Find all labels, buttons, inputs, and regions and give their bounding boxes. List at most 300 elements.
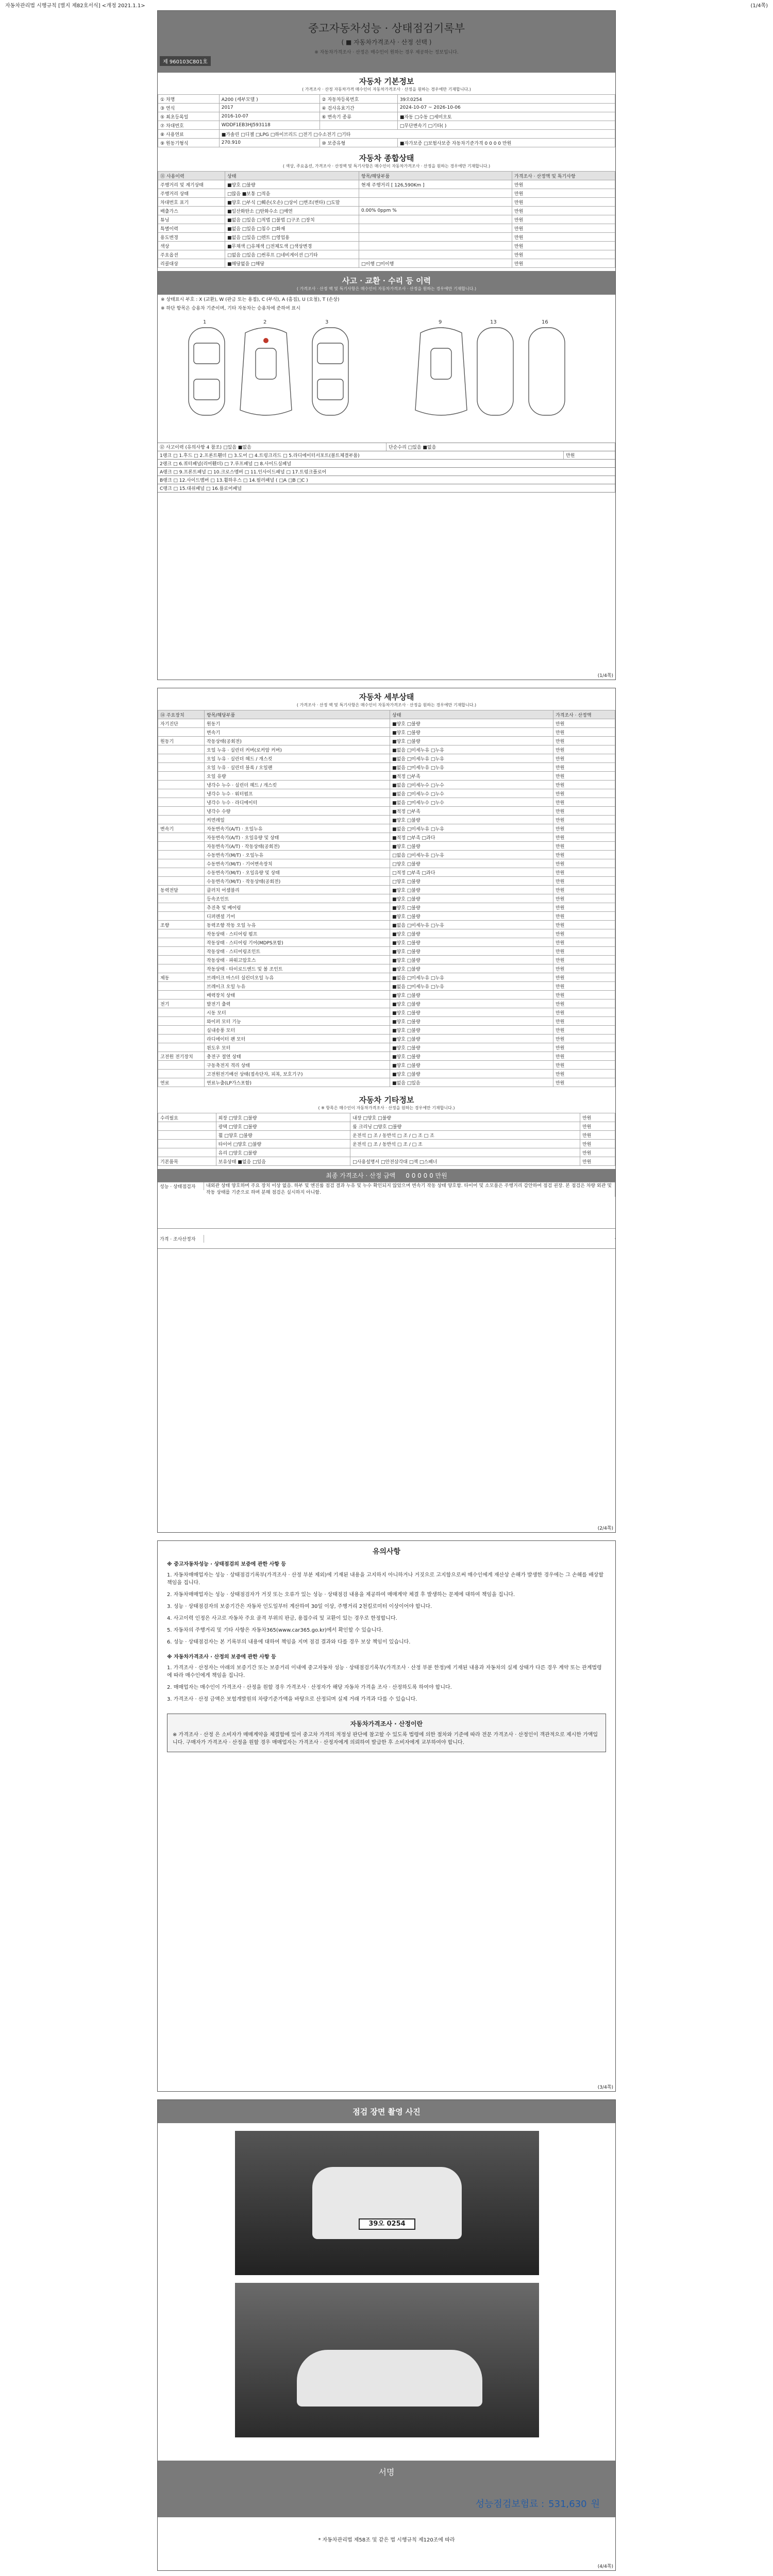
- insurance-unit: 원: [591, 2499, 600, 2510]
- table-cell: 만원: [512, 189, 615, 198]
- table-cell: [158, 781, 205, 789]
- table-cell: ■없음 □있음: [390, 1078, 553, 1087]
- table-cell: 오일 유량: [205, 772, 390, 781]
- table-cell: ■적정 □부족 □과다: [390, 833, 553, 842]
- table-row: [158, 894, 615, 903]
- svg-text:13: 13: [490, 319, 497, 325]
- top-left-text: 자동차관리법 시행규칙 [별지 제82호서식] <개정 2021.1.1>: [5, 3, 145, 9]
- table-cell: 만원: [553, 868, 615, 877]
- top-bar: [0, 0, 773, 8]
- table-cell: 만원: [553, 964, 615, 973]
- table-cell: 고전원 전기장치: [158, 1052, 205, 1061]
- table-cell: [158, 789, 205, 798]
- detail-title: 자동차 세부상태: [359, 692, 414, 702]
- rank1-text: 1랭크 □ 1.후드 □ 2.프론트휀더 □ 3.도어 □ 4.트렁크리드 □ 5.라디에이터서포트(볼트체결부품): [158, 451, 564, 459]
- table-row: [158, 719, 615, 728]
- accident-legend-2: ※ 하단 항목은 승용차 기준이며, 기타 자동차는 승용차에 준하여 표시: [161, 306, 300, 311]
- table-cell: [158, 877, 205, 886]
- table-cell: 만원: [580, 1148, 615, 1157]
- table-cell: 작동상태 · 스티어링조인트: [205, 947, 390, 956]
- table-cell: ■양호 □불량: [390, 894, 553, 903]
- table-cell: 만원: [553, 1043, 615, 1052]
- table-cell: 기본품목: [158, 1157, 216, 1166]
- table-cell: 냉각수 수량: [205, 807, 390, 816]
- summary-body: [158, 180, 615, 268]
- table-cell: [158, 763, 205, 772]
- header-block: [158, 11, 615, 73]
- table-cell: [158, 745, 205, 754]
- table-cell: 클러치 어셈블리: [205, 886, 390, 894]
- table-cell: [158, 1035, 205, 1043]
- detail-table: [158, 710, 615, 1087]
- table-cell: ⑦ 차대번호: [158, 121, 220, 130]
- table-cell: ④ 검사유효기간: [320, 104, 397, 112]
- table-row: [158, 903, 615, 912]
- table-cell: [359, 250, 512, 259]
- table-cell: 만원: [553, 938, 615, 947]
- svg-text:3: 3: [325, 319, 329, 325]
- table-row: [158, 964, 615, 973]
- table-cell: ■무채색 □유채색 □전체도색 □색상변경: [225, 242, 359, 250]
- guide-item: 4. 사고이력 인정은 사고로 자동차 주요 골격 부위의 판금, 용접수리 및 교환이 있는 경우로 한정합니다.: [167, 1616, 397, 1621]
- table-row: [158, 1026, 615, 1035]
- table-cell: □없음 □미세누유 □누유: [390, 851, 553, 859]
- table-cell: 추진축 및 베어링: [205, 903, 390, 912]
- table-cell: 충전구 절연 상태: [205, 1052, 390, 1061]
- table-cell: 냉각수 누수 · 실린더 헤드 / 개스킷: [205, 781, 390, 789]
- info-box: [167, 1714, 606, 1752]
- table-cell: 만원: [580, 1122, 615, 1131]
- table-cell: [158, 798, 205, 807]
- table-cell: [158, 1070, 205, 1078]
- table-row: [158, 816, 615, 824]
- opinion-text: 내외관 상태 양호하며 주요 장치 이상 없음. 하부 및 엔진룸 점검 결과 누유 및 누수 확인되지 않았으며 변속기 작동 상태 양호함. 타이어 및 소모품은 주행거리 감안하여 점검 권장. 본 점검은 차량 외관 및 작동 상태를 기준으로 하며 분해 점검은 실시하지 아니함.: [204, 1182, 615, 1197]
- table-cell: □사용설명서 □안전삼각대 □잭 □스패너: [350, 1157, 580, 1166]
- table-cell: [158, 1122, 216, 1131]
- simple-repair: 단순수리 □있음 ■없음: [386, 443, 615, 451]
- table-cell: 2024-10-07 ~ 2026-10-06: [397, 104, 615, 112]
- other-title: 자동차 기타정보: [359, 1095, 414, 1105]
- guide-list-2: [158, 1664, 615, 1703]
- opinion-row: [158, 1182, 615, 1228]
- table-cell: 만원: [553, 772, 615, 781]
- table-cell: [158, 982, 205, 991]
- table-row: [158, 781, 615, 789]
- table-cell: [359, 189, 512, 198]
- table-cell: 작동상태 · 스티어링 펌프: [205, 929, 390, 938]
- table-cell: [158, 903, 205, 912]
- other-note: ( ※ 항목은 매수인이 자동차가격조사 · 산정을 원하는 경우에만 기재합니다.): [318, 1106, 455, 1110]
- table-cell: 오일 누유 · 실린더 블록 / 오일팬: [205, 763, 390, 772]
- table-cell: 주요옵션: [158, 250, 225, 259]
- table-cell: ② 자동차등록번호: [320, 95, 397, 104]
- table-cell: 리콜대상: [158, 259, 225, 268]
- table-cell: 휠 □양호 □불량: [216, 1131, 350, 1140]
- summary-table: [158, 171, 615, 268]
- page-number: (4/4쪽): [597, 2564, 613, 2569]
- table-row: [158, 737, 615, 745]
- other-table: [158, 1113, 615, 1166]
- table-cell: ■양호 □불량: [390, 1008, 553, 1017]
- table-cell: [158, 938, 205, 947]
- table-cell: [158, 807, 205, 816]
- table-cell: 자동변속기(A/T) · 오일유량 및 상태: [205, 833, 390, 842]
- table-row: [158, 921, 615, 929]
- table-cell: [158, 947, 205, 956]
- table-cell: 와이퍼 모터 기능: [205, 1017, 390, 1026]
- table-cell: 전기: [158, 999, 205, 1008]
- table-cell: 만원: [553, 798, 615, 807]
- table-cell: ■없음 □미세누유 □누유: [390, 824, 553, 833]
- table-cell: ① 차명: [158, 95, 220, 104]
- table-cell: 발전기 출력: [205, 999, 390, 1008]
- table-cell: 브레이크 오일 누유: [205, 982, 390, 991]
- table-cell: ■양호 □불량: [390, 1070, 553, 1078]
- table-row: [158, 859, 615, 868]
- table-cell: [158, 956, 205, 964]
- table-row: [158, 1017, 615, 1026]
- guide-sub1: ※ 중고자동차성능 · 상태점검의 보증에 관한 사항 등: [167, 1562, 287, 1567]
- table-cell: □무단변속기 □기타( ): [397, 121, 615, 130]
- inspection-photo-side: [235, 2283, 539, 2437]
- table-cell: □많음 ■보통 □적음: [225, 189, 359, 198]
- table-cell: ■없음 □미세누유 □누유: [390, 982, 553, 991]
- table-cell: 만원: [553, 719, 615, 728]
- table-cell: [350, 1148, 580, 1157]
- table-cell: 원동기: [158, 737, 205, 745]
- table-cell: 변속기: [205, 728, 390, 737]
- table-cell: 만원: [512, 250, 615, 259]
- table-cell: 만원: [512, 224, 615, 233]
- table-cell: ⑧ 사용연료: [158, 130, 220, 139]
- table-cell: 작동상태 · 스티어링 기어(MDPS포함): [205, 938, 390, 947]
- table-cell: 자동변속기(A/T) · 작동상태(공회전): [205, 842, 390, 851]
- guide-item: 1. 자동차매매업자는 성능 · 상태점검기록부(가격조사 · 산정 부분 제외)에 기재된 내용을 고지하지 아니하거나 거짓으로 고지함으로써 매수인에게 재산상 손해가 발생한 경우에는 그 손해를 배상할 책임을 집니다.: [167, 1572, 604, 1586]
- document-number: 제 960103C801호: [160, 56, 211, 66]
- table-cell: 실내송풍 모터: [205, 1026, 390, 1035]
- table-cell: 튜닝: [158, 215, 225, 224]
- detail-note: ( 가격조사 · 산정 액 및 특기사항은 매수인이 자동차가격조사 · 산정을 원하는 경우에만 기재합니다.): [296, 703, 477, 707]
- page-1: [157, 10, 616, 680]
- table-row: [158, 772, 615, 781]
- table-header: 항목/해당부품: [205, 710, 390, 719]
- table-cell: 만원: [553, 1052, 615, 1061]
- guide-item: 3. 가격조사 · 산정 금액은 보험개발원의 차량기준가액을 바탕으로 산정되며 실제 거래 가격과 다를 수 있습니다.: [167, 1697, 417, 1702]
- table-cell: [158, 1148, 216, 1157]
- sign-footnote: * 자동차관리법 제58조 및 같은 법 시행규칙 제120조에 따라: [318, 2537, 455, 2543]
- table-cell: 만원: [553, 745, 615, 754]
- table-cell: 만원: [553, 1017, 615, 1026]
- table-cell: 보유상태 ■없음 □있음: [216, 1157, 350, 1166]
- page-number: (2/4쪽): [597, 1526, 613, 1531]
- table-cell: 연료: [158, 1078, 205, 1087]
- table-cell: 만원: [553, 921, 615, 929]
- table-cell: 작동상태(공회전): [205, 737, 390, 745]
- table-row: [158, 215, 615, 224]
- guide-sub2: ※ 자동차가격조사 · 산정의 보증에 관한 사항 등: [167, 1654, 276, 1660]
- table-header: ⑪ 사용이력: [158, 172, 225, 180]
- rank-price: 만원: [564, 451, 615, 459]
- insurance-label: 성능점검보험료 :: [475, 2499, 545, 2510]
- guide-item: 3. 성능 · 상태점검자의 보증기간은 자동차 인도일부터 계산하여 30일 이상, 주행거리 2천킬로미터 이상이어야 합니다.: [167, 1604, 432, 1609]
- table-cell: [158, 929, 205, 938]
- table-cell: [359, 224, 512, 233]
- table-cell: 오일 누유 · 실린더 커버(로커암 커버): [205, 745, 390, 754]
- guide-title: 유의사항: [372, 1548, 401, 1556]
- page-number: (3/4쪽): [597, 2085, 613, 2090]
- table-row: [158, 763, 615, 772]
- table-row: [158, 1043, 615, 1052]
- photos-header: [158, 2100, 615, 2123]
- license-plate: 39오 0254: [359, 2218, 415, 2230]
- table-cell: ■자가보증 □보험사보증 자동차기준가격 0 0 0 0 만원: [397, 139, 615, 147]
- table-cell: ■양호 □불량: [390, 728, 553, 737]
- table-cell: 오일 누유 · 실린더 헤드 / 개스킷: [205, 754, 390, 763]
- table-cell: ■없음 □미세누유 □누유: [390, 754, 553, 763]
- rankA-text: A랭크 □ 9.프론트패널 □ 10.크로스멤버 □ 11.인사이드패널 □ 17.트렁크플로어: [158, 468, 615, 476]
- final-price-label: 최종 가격조사 · 산정 금액: [326, 1172, 396, 1179]
- table-cell: 만원: [553, 737, 615, 745]
- table-cell: □양호 □불량: [390, 859, 553, 868]
- table-cell: ■가솔린 □디젤 □LPG □하이브리드 □전기 □수소전기 □기타: [219, 130, 615, 139]
- basic-info-title: 자동차 기본정보: [359, 77, 414, 86]
- table-cell: 동력전달: [158, 886, 205, 894]
- table-row: [158, 1113, 615, 1122]
- table-row: [158, 207, 615, 215]
- table-cell: 만원: [553, 982, 615, 991]
- table-cell: [158, 859, 205, 868]
- table-cell: [158, 1043, 205, 1052]
- table-cell: 만원: [553, 894, 615, 903]
- table-row: [158, 851, 615, 859]
- table-cell: 주행거리 및 계기상태: [158, 180, 225, 189]
- table-cell: 만원: [553, 728, 615, 737]
- table-cell: ■양호 □불량: [390, 991, 553, 999]
- table-cell: 만원: [553, 807, 615, 816]
- summary-title: 자동차 종합상태: [359, 154, 414, 163]
- table-cell: ⑩ 보증유형: [320, 139, 397, 147]
- table-row: [158, 1131, 615, 1140]
- table-cell: 조향: [158, 921, 205, 929]
- table-cell: 자동변속기(A/T) · 오일누유: [205, 824, 390, 833]
- table-cell: 만원: [553, 754, 615, 763]
- table-cell: □양호 □불량: [390, 877, 553, 886]
- rank-row: [158, 476, 615, 484]
- table-cell: ■양호 □불량: [390, 1017, 553, 1026]
- table-cell: 등속조인트: [205, 894, 390, 903]
- table-cell: [158, 868, 205, 877]
- table-row: [158, 1157, 615, 1166]
- table-row: [158, 1122, 615, 1131]
- guide-list-1: [158, 1571, 615, 1646]
- table-cell: ■양호 □불량: [390, 842, 553, 851]
- table-cell: ■없음 □미세누유 □누유: [390, 763, 553, 772]
- table-cell: ■양호 □불량: [390, 719, 553, 728]
- table-cell: 만원: [553, 877, 615, 886]
- table-cell: [158, 1131, 216, 1140]
- table-cell: 2017: [219, 104, 320, 112]
- table-cell: 원동기: [205, 719, 390, 728]
- appraiser-row: [158, 1228, 615, 1249]
- table-cell: ■양호 □불량: [390, 938, 553, 947]
- table-cell: [158, 991, 205, 999]
- table-row: [158, 886, 615, 894]
- table-cell: 만원: [553, 903, 615, 912]
- info-box-text: ※ 가격조사 · 산정 은 소비자가 매매계약을 체결함에 있어 중고차 가격의 적정성 판단에 참고할 수 있도록 법령에 의한 절차와 기준에 따라 전문 가격조사 · 산정인이 객관적으로 제시한 가액입니다. 구매자가 가격조사 · 산정을 원할 경우 매매업자는 가격조사 · 산정자에게 의뢰하여 발급한 후 소비자에게 교부하여야 합니다.: [173, 1732, 598, 1745]
- table-cell: 만원: [580, 1157, 615, 1166]
- table-row: [158, 1070, 615, 1078]
- table-cell: 시동 모터: [205, 1008, 390, 1017]
- table-header: 상태: [390, 710, 553, 719]
- table-cell: 현재 주행거리 [ 126,590Km ]: [359, 180, 512, 189]
- table-cell: ■양호 □불량: [390, 1026, 553, 1035]
- table-cell: 광택 □양호 □불량: [216, 1122, 350, 1131]
- page-4: [157, 2099, 616, 2571]
- table-cell: [158, 772, 205, 781]
- table-cell: ■적정 □부족: [390, 807, 553, 816]
- table-cell: 만원: [512, 259, 615, 268]
- table-cell: 내장 □양호 □불량: [350, 1113, 580, 1122]
- table-cell: ⑨ 원동기형식: [158, 139, 220, 147]
- table-row: [158, 999, 615, 1008]
- svg-text:1: 1: [203, 319, 207, 325]
- table-cell: 만원: [580, 1113, 615, 1122]
- table-cell: ■양호 □불량: [390, 1043, 553, 1052]
- table-cell: 동력조향 작동 오일 누유: [205, 921, 390, 929]
- table-cell: [158, 816, 205, 824]
- guide-item: 2. 매매업자는 매수인이 가격조사 · 산정을 원할 경우 가격조사 · 산정자가 해당 자동차 가격을 조사 · 산정하도록 하여야 합니다.: [167, 1685, 452, 1690]
- table-cell: [359, 198, 512, 207]
- table-cell: □이행 □미이행: [359, 259, 512, 268]
- rank-row: [158, 484, 615, 493]
- table-cell: [359, 242, 512, 250]
- table-cell: 고전원전기배선 상태(접속단자, 피복, 보호기구): [205, 1070, 390, 1078]
- table-cell: 용도변경: [158, 233, 225, 242]
- table-cell: 만원: [553, 956, 615, 964]
- table-cell: ■양호 □불량: [390, 886, 553, 894]
- table-cell: 만원: [553, 1026, 615, 1035]
- table-cell: 만원: [512, 207, 615, 215]
- table-cell: 커먼레일: [205, 816, 390, 824]
- basic-info-table: [158, 94, 615, 147]
- detail-body: [158, 719, 615, 1087]
- rank-row: [158, 467, 615, 476]
- table-cell: 만원: [553, 824, 615, 833]
- table-cell: [158, 851, 205, 859]
- table-row: [158, 180, 615, 189]
- table-cell: 윈도우 모터: [205, 1043, 390, 1052]
- table-row: [158, 233, 615, 242]
- table-row: [158, 1078, 615, 1087]
- table-header: 가격조사 · 산정액 및 특기사항: [512, 172, 615, 180]
- table-cell: 만원: [580, 1131, 615, 1140]
- accident-note: ( 가격조사 · 산정 액 및 특기사항은 매수인이 자동차가격조사 · 산정을 원하는 경우에만 기재합니다.): [296, 286, 477, 291]
- table-row: [158, 198, 615, 207]
- table-cell: 유리 □양호 □불량: [216, 1148, 350, 1157]
- table-cell: 만원: [553, 1061, 615, 1070]
- table-row: [158, 929, 615, 938]
- table-cell: ■양호 □불량: [225, 180, 359, 189]
- rank-row: [158, 459, 615, 467]
- table-cell: 수리필요: [158, 1113, 216, 1122]
- table-cell: WDDF1EB3HJ593118: [219, 121, 320, 130]
- table-row: [158, 833, 615, 842]
- table-cell: 0.00% 0ppm %: [359, 207, 512, 215]
- table-cell: 수동변속기(M/T) · 기어변속장치: [205, 859, 390, 868]
- top-right-text: (1/4쪽): [750, 3, 768, 9]
- table-row: [158, 973, 615, 982]
- table-cell: ■없음 □있음 □침수 □화재: [225, 224, 359, 233]
- table-cell: 만원: [553, 816, 615, 824]
- table-cell: [320, 121, 397, 130]
- table-cell: ■적정 □부족: [390, 772, 553, 781]
- table-header: 항목/해당부품: [359, 172, 512, 180]
- accident-legend: ※ 상태표시 부호 : X (교환), W (판금 또는 용접), C (부식), A (흠집), U (요철), T (손상): [161, 297, 340, 302]
- table-cell: 운전석 □ 조 / 동반석 □ 조 / □ 조 □ 조: [350, 1131, 580, 1140]
- table-cell: 만원: [512, 180, 615, 189]
- page-3: [157, 1540, 616, 2092]
- table-cell: 만원: [553, 781, 615, 789]
- table-cell: ■양호 □불량: [390, 999, 553, 1008]
- document-subtitle: ( ■ 자동차가격조사 · 산정 선택 ): [341, 39, 432, 46]
- table-cell: 만원: [553, 1008, 615, 1017]
- table-row: [158, 798, 615, 807]
- accident-title: 사고 · 교환 · 수리 등 이력: [342, 276, 431, 285]
- table-row: [158, 991, 615, 999]
- table-row: [158, 745, 615, 754]
- table-row: [158, 189, 615, 198]
- table-cell: 만원: [553, 859, 615, 868]
- table-cell: ■양호 □불량: [390, 929, 553, 938]
- document-note: ※ 자동차가격조사 · 산정은 매수인이 원하는 경우 제공하는 정보입니다.: [314, 50, 459, 55]
- table-cell: ■양호 □불량: [390, 1035, 553, 1043]
- other-body: [158, 1113, 615, 1166]
- page-number: (1/4쪽): [597, 673, 613, 679]
- document-title: 중고자동차성능 · 상태점검기록부: [308, 22, 465, 35]
- table-cell: 만원: [553, 973, 615, 982]
- table-cell: ■해당없음 □해당: [225, 259, 359, 268]
- table-cell: 냉각수 누수 · 워터펌프: [205, 789, 390, 798]
- table-cell: 만원: [512, 198, 615, 207]
- rankB-text: B랭크 □ 12.사이드멤버 □ 13.휠하우스 □ 14.필러패널 ( □A □B □C ): [158, 476, 615, 484]
- table-cell: 만원: [553, 763, 615, 772]
- insurance-value: 531,630: [548, 2499, 587, 2510]
- rank2-text: 2랭크 □ 6.쿼터패널(리어휀더) □ 7.루프패널 □ 8.사이드실패널: [158, 460, 615, 467]
- table-cell: ⑤ 최초등록일: [158, 112, 220, 121]
- table-cell: 만원: [553, 947, 615, 956]
- table-cell: ■양호 □불량: [390, 1061, 553, 1070]
- table-cell: ■없음 □미세누유 □누유: [390, 921, 553, 929]
- accident-section: [158, 271, 615, 493]
- table-cell: [158, 754, 205, 763]
- appraiser-value: [204, 1238, 615, 1239]
- table-cell: 타이어 □양호 □불량: [216, 1140, 350, 1148]
- rank-row: [158, 451, 615, 459]
- table-cell: [158, 842, 205, 851]
- guide-item: 5. 자동차의 주행거리 및 기타 사항은 자동차365(www.car365.go.kr)에서 확인할 수 있습니다.: [167, 1628, 383, 1633]
- table-cell: 수동변속기(M/T) · 오일누유: [205, 851, 390, 859]
- signature-title: 서명: [378, 2467, 395, 2477]
- table-header: ⑭ 주요장치: [158, 710, 205, 719]
- table-cell: 만원: [512, 215, 615, 224]
- table-cell: 자기진단: [158, 719, 205, 728]
- table-cell: 주행거리 상태: [158, 189, 225, 198]
- table-cell: 만원: [553, 886, 615, 894]
- final-price-bar: [158, 1169, 615, 1182]
- table-cell: [158, 894, 205, 903]
- summary-note: ( 색상, 주요옵션, 가격조사 · 산정액 및 특기사항은 매수인이 자동차가격조사 · 산정을 원하는 경우에만 기재합니다.): [282, 164, 491, 168]
- page-2: [157, 688, 616, 1533]
